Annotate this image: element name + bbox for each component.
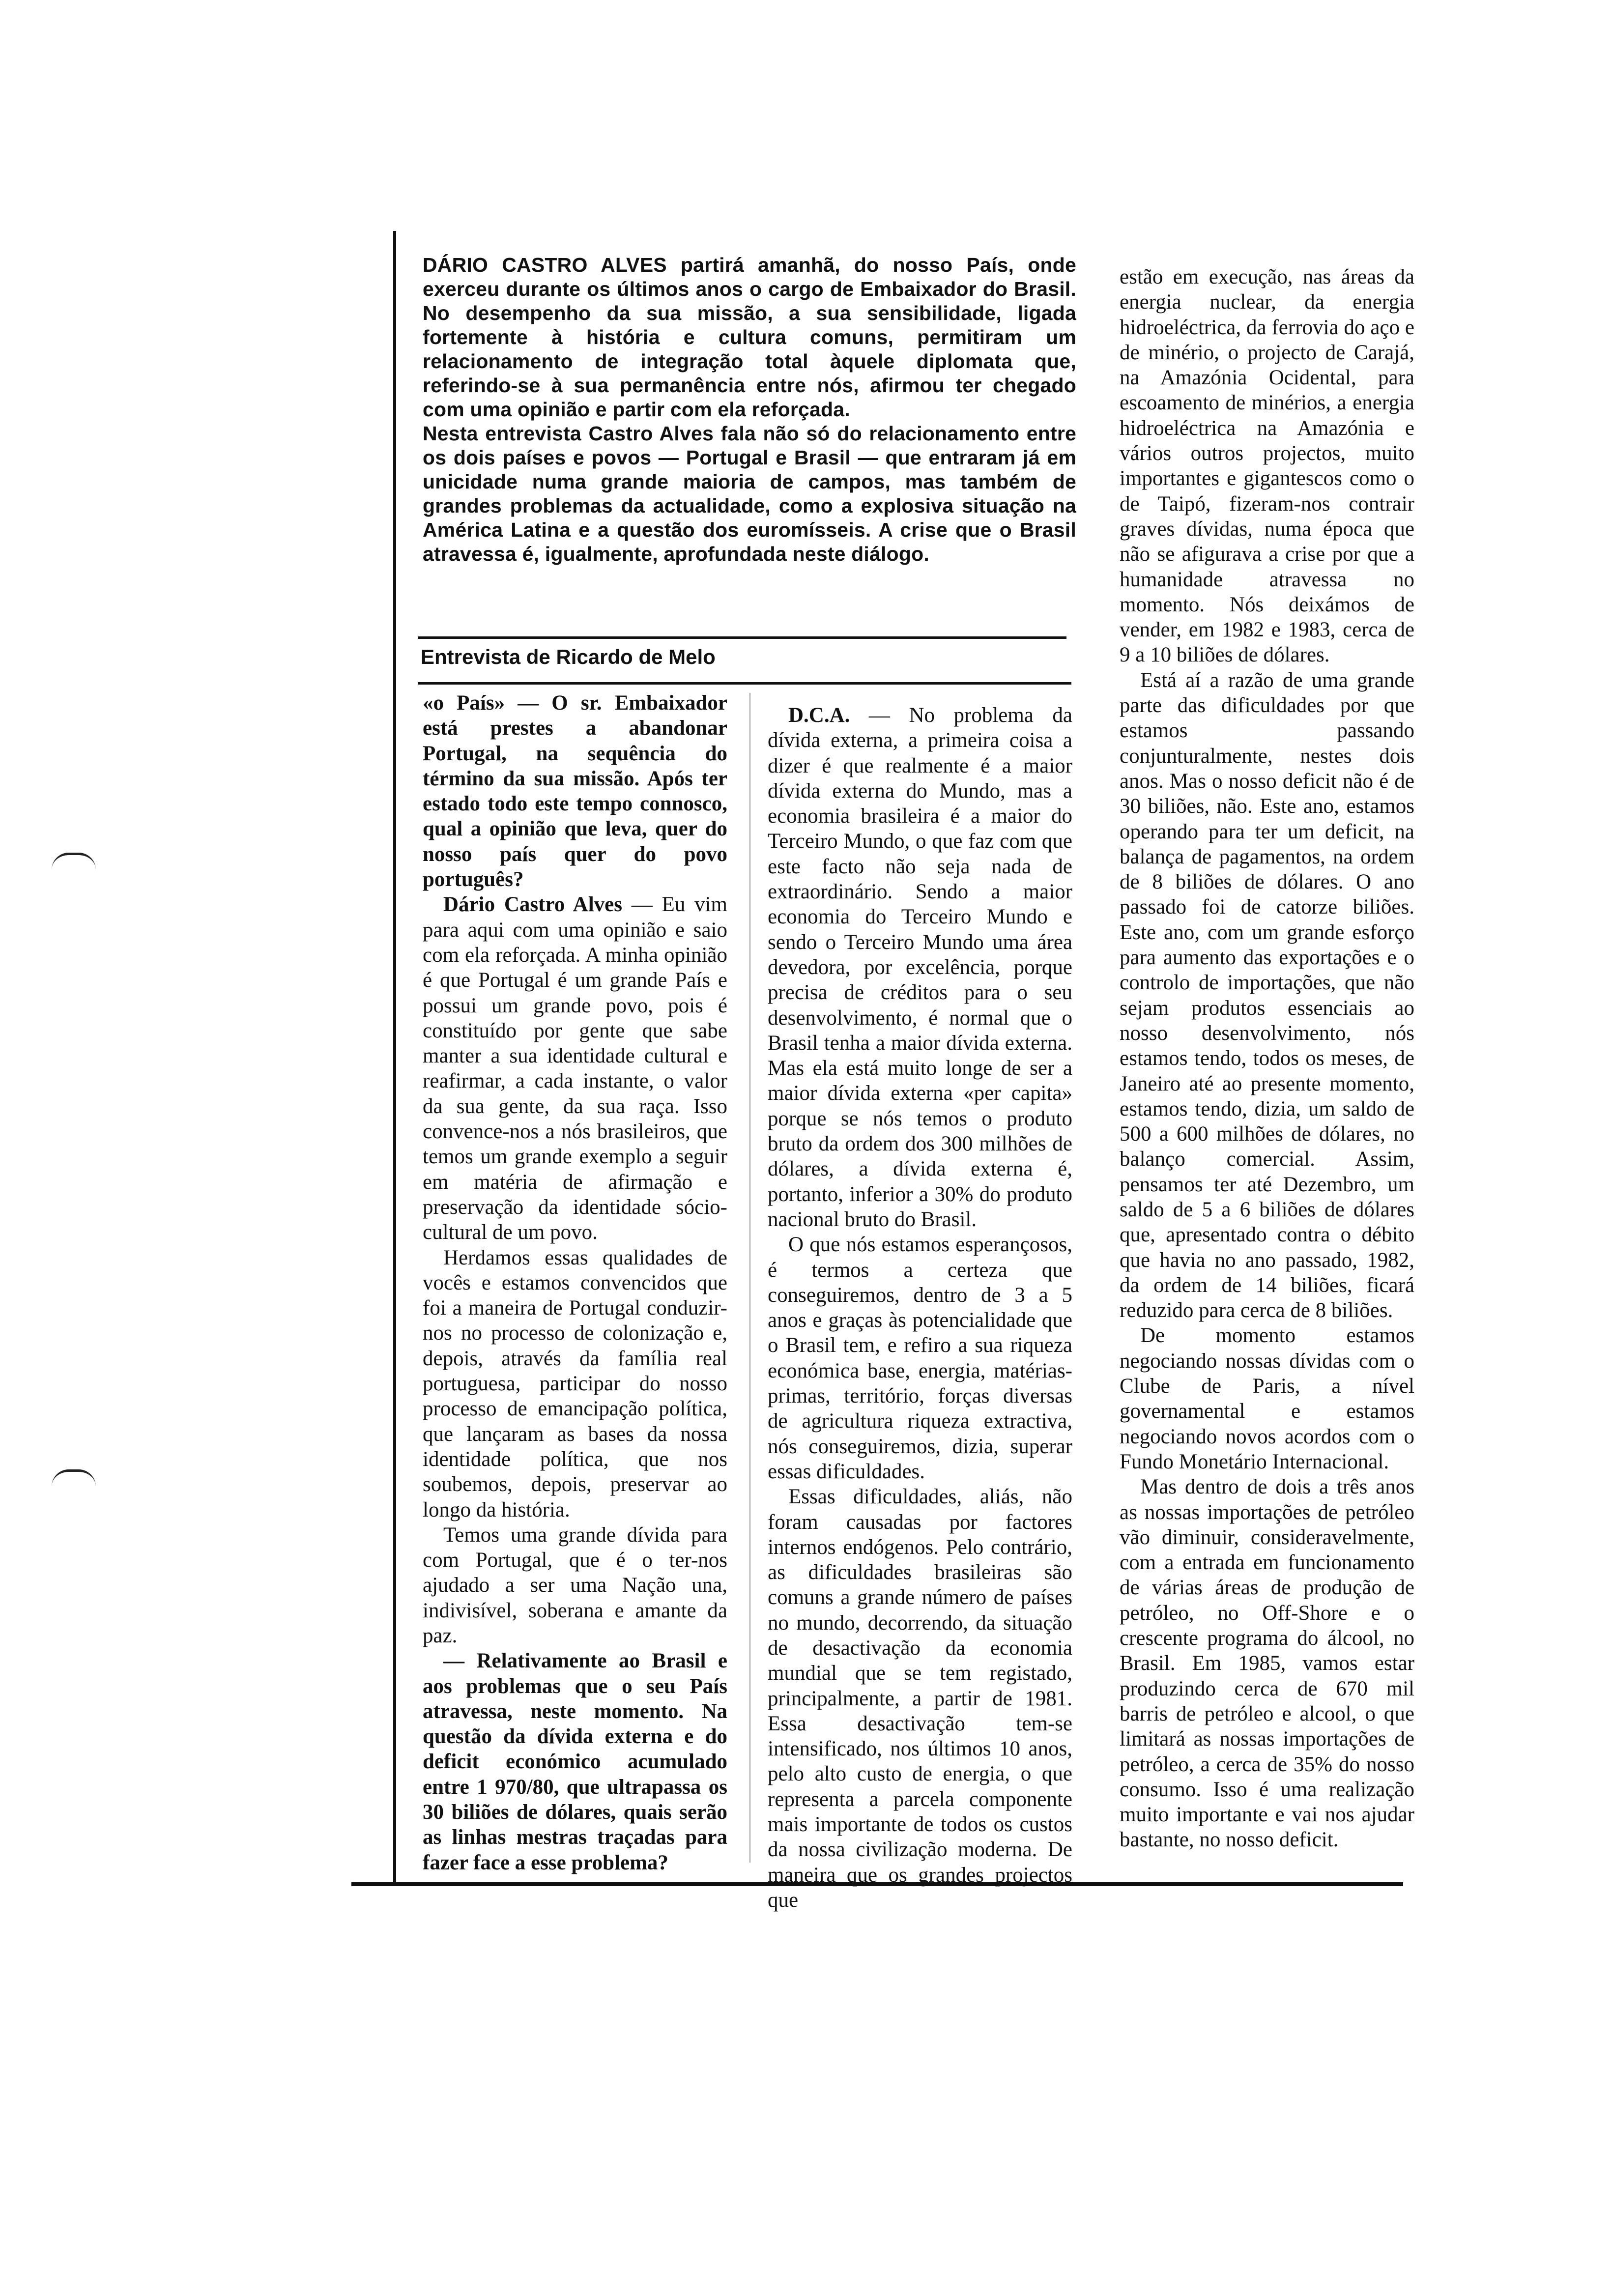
left-vertical-rule [393,231,396,1882]
lead-paragraph-1 [423,253,1076,422]
column-3-paragraph-1: estão em execução, nas áreas da energia nuclear, da energia hidroeléctrica, da ferrovia do aço e de minério, o projecto de Carajá, na Amazónia Ocidental, para escoamento de minérios, a energia hidroeléctrica na Amazónia e vários outros projectos, muito importantes e gigantescos como o de Taipó, fizeram-nos contrair graves dívidas, numa época que não se afigurava a crise por que a humanidade atravessa no momento. Nós deixámos de vender, em 1982 e 1983, cerca de 9 a 10 biliões de dólares. [1120,265,1414,667]
column-1-paragraph-3: Temos uma grande dívida para com Portugal, que é o ter-nos ajudado a ser uma Nação una, indivisível, soberana e amante da paz. [423,1523,727,1647]
question-2: — Relativamente ao Brasil e aos problemas que o seu País atravessa, neste momento. Na questão da dívida externa e do deficit económico acumulado entre 1 970/80, que ultrapassa os 30 biliões de dólares, quais serão as linhas mestras traçadas para fazer face a esse problema? [423,1649,727,1874]
byline-top-rule [418,636,1066,639]
column-2-text-1: — No problema da dívida externa, a primeira coisa a dizer é que realmente é a maior dívida externa do Mundo, mas a economia brasileira é a maior do Terceiro Mundo, o que faz com que este facto não seja nada de extraordinário. Sendo a maior economia do Terceiro Mundo e sendo o Terceiro Mundo uma área devedora, por excelência, porque precisa de créditos para o seu desenvolvimento, é normal que o Brasil tenha a maior dívida externa. Mas ela está muito longe de ser a maior dívida externa «per capita» porque se nós temos o produto bruto da ordem dos 300 milhões de dólares, a dívida externa é, portanto, inferior a 30% do produto nacional bruto do Brasil. [768,704,1072,1231]
answer-1 [423,892,727,1245]
column-3-paragraph-4: Mas dentro de dois a três anos as nossas importações de petróleo vão diminuir, consideravelmente, com a entrada em funcionamento de várias áreas de produção de petróleo, no Off-Shore e o crescente programa do álcool, no Brasil. Em 1985, vamos estar produzindo cerca de 670 mil barris de petróleo e alcool, o que limitará as nossas importações de petróleo, a cerca de 35% do nosso consumo. Isso é uma realização muito importante e vai nos ajudar bastante, no nosso deficit. [1120,1475,1414,1852]
byline-bottom-rule [418,682,1071,685]
column-1-paragraph-2: Herdamos essas qualidades de vocês e estamos convencidos que foi a maneira de Portugal conduzir-nos no processo de colonização e, depois, através da família real portuguesa, participar do nosso processo de emancipação política, que lançaram as bases da nossa identidade política, que nos soubemos, depois, preservar ao longo da história. [423,1246,727,1521]
column-2-paragraph-2: O que nós estamos esperançosos, é termos a certeza que conseguiremos, dentro de 3 a 5 anos e graças às potencialidade que o Brasil tem, e refiro a sua riqueza económica base, energia, matérias-primas, território, forças diversas de agricultura riqueza extractiva, nós conseguiremos, dizia, superar essas dificuldades. [768,1233,1072,1483]
lead-paragraph-2: Nesta entrevista Castro Alves fala não só do relacionamento entre os dois países e povos — Portugal e Brasil — que entraram já em unicidade numa grande maioria de campos, mas também de grandes problemas da actualidade, como a explosiva situação na América Latina e a questão dos euromísseis. A crise que o Brasil atravessa é, igualmente, aprofundada neste diálogo. [423,422,1076,565]
column-3-paragraph-2: Está aí a razão de uma grande parte das dificuldades por que estamos passando conjunturalmente, nestes dois anos. Mas o nosso deficit não é de 30 biliões, não. Este ano, estamos operando para ter um deficit, na balança de pagamentos, na ordem de 8 biliões de dólares. O ano passado foi de catorze biliões. Este ano, com um grande esforço para aumento das exportações e o controlo de importações, que não sejam produtos essenciais ao nosso desenvolvimento, nós estamos tendo, todos os meses, de Janeiro até ao presente momento, estamos tendo, dizia, um saldo de 500 a 600 milhões de dólares, no balanço comercial. Assim, pensamos ter até Dezembro, um saldo de 5 a 6 biliões de dólares que, apresentado contra o débito que havia no ano passado, 1982, da ordem de 14 biliões, ficará reduzido para cerca de 8 biliões. [1120,668,1414,1322]
column-2-speaker: D.C.A. [788,704,850,727]
lead-name: DÁRIO CASTRO ALVES [423,254,667,276]
column-2 [768,703,1072,1913]
lead-text-1: partirá amanhã, do nosso País, onde exerceu durante os últimos anos o cargo de Embaixador do Brasil. No desempenho da sua missão, a sua sensibilidade, ligada fortemente à história e cultura comuns, permitiram um relacionamento de integração total àquele diplomata que, referindo-se à sua permanência entre nós, afirmou ter chegado com uma opinião e partir com ela reforçada. [423,254,1076,421]
question-1: «o País» — O sr. Embaixador está prestes a abandonar Portugal, na sequência do término da sua missão. Após ter estado todo este tempo connosco, qual a opinião que leva, quer do nosso país quer do povo português? [423,691,727,891]
byline: Entrevista de Ricardo de Melo [421,645,716,668]
punch-hole-mark-bottom [52,1469,96,1487]
column-3 [1120,264,1414,1853]
column-3-paragraph-3: De momento estamos negociando nossas dívidas com o Clube de Paris, a nível governamental e estamos negociando novos acordos com o Fundo Monetário Internacional. [1120,1324,1414,1473]
answer-1-speaker: Dário Castro Alves [443,893,622,917]
article-lead [423,253,1076,566]
punch-hole-mark-top [52,853,96,870]
column-divider [749,693,750,1863]
column-2-paragraph-3: Essas dificuldades, aliás, não foram causadas por factores internos endógenos. Pelo contrário, as dificuldades brasileiras são comuns a grande número de países no mundo, decorrendo, da situação de desactivação da economia mundial que se tem registado, principalmente, a partir de 1981. Essa desactivação tem-se intensificado, nos últimos 10 anos, pelo alto custo de energia, o que representa a parcela componente mais importante de todos os custos da nossa civilização moderna. De maneira que os grandes projectos que [768,1485,1072,1912]
column-1 [423,690,727,1875]
column-2-paragraph-1 [768,703,1072,1232]
answer-1-text: — Eu vim para aqui com uma opinião e saio com ela reforçada. A minha opinião é que Portugal é um grande País e possui um grande povo, pois é constituído por gente que sabe manter a sua identidade cultural e reafirmar, a cada instante, o valor da sua gente, da sua raça. Isso convence-nos a nós brasileiros, que temos um grande exemplo a seguir em matéria de afirmação e preservação da identidade sócio-cultural de um povo. [423,893,727,1244]
